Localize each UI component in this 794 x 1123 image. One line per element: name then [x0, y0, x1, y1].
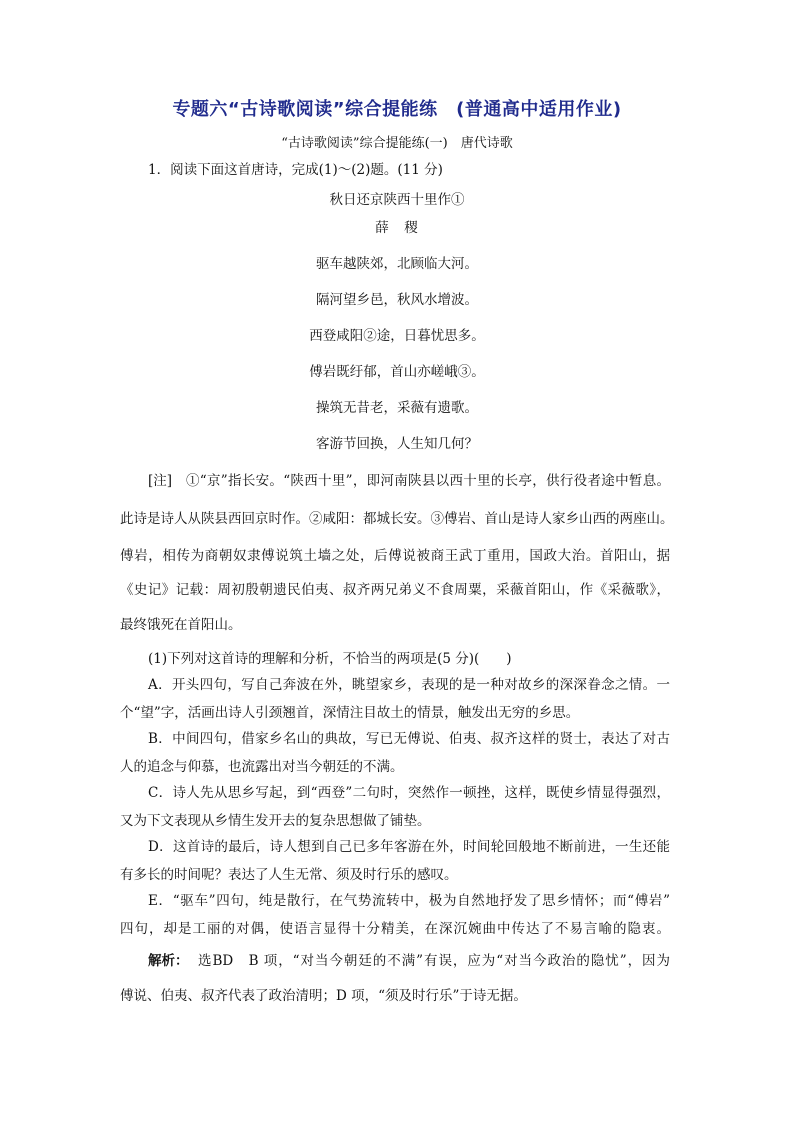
- sub-question-stem: (1)下列对这首诗的理解和分析，不恰当的两项是(5 分)( ): [148, 651, 512, 667]
- page-title: 专题六“古诗歌阅读”综合提能练 (普通高中适用作业): [172, 99, 622, 120]
- option-e: E．“驱车”四句，纯是散行，在气势流转中，极为自然地抒发了思乡情怀；而“傅岩”: [148, 893, 670, 909]
- question-intro: 1．阅读下面这首唐诗，完成(1)～(2)题。(11 分): [148, 162, 443, 178]
- option-c: 又为下文表现从乡情生发开去的复杂思想做了铺垫。: [120, 813, 431, 829]
- option-a: 个“望”字，活画出诗人引颈翘首，深情注目故土的情景，触发出无穷的乡思。: [120, 705, 580, 721]
- option-e: 四句，却是工丽的对偶，使语言显得十分精美，在深沉婉曲中传达了不易言喻的隐衷。: [120, 921, 670, 937]
- option-b: 人的追念与仰慕，也流露出对当今朝廷的不满。: [120, 759, 404, 775]
- poem-line: 隔河望乡邑，秋风水增波。: [316, 292, 478, 308]
- analysis-line: 傅说、伯夷、叔齐代表了政治清明；D 项，“须及时行乐”于诗无据。: [120, 988, 527, 1004]
- analysis-line: 选BD B 项，“对当今朝廷的不满”有误，应为“对当今政治的隐忧”，因为: [198, 953, 670, 969]
- poem-line: 傅岩既纡郁，首山亦嵯峨③。: [309, 364, 485, 380]
- notes-line: 最终饿死在首阳山。: [120, 617, 242, 633]
- poem-line: 驱车越陕郊，北顾临大河。: [316, 256, 478, 272]
- option-b: B．中间四句，借家乡名山的典故，写已无傅说、伯夷、叔齐这样的贤士，表达了对古: [148, 731, 670, 747]
- poem-author: 薛 稷: [375, 220, 419, 236]
- page-subtitle: “古诗歌阅读”综合提能练(一) 唐代诗歌: [281, 136, 513, 151]
- option-d: D．这首诗的最后，诗人想到自己已多年客游在外，时间轮回般地不断前进，一生还能: [148, 839, 670, 855]
- option-a: A．开头四句，写自己奔波在外，眺望家乡，表现的是一种对故乡的深深眷念之情。一: [148, 677, 670, 693]
- notes-line: ①“京”指长安。“陕西十里”，即河南陕县以西十里的长亭，供行役者途中暂息。: [186, 473, 670, 489]
- poem-line: 客游节回换，人生知几何？: [316, 436, 478, 452]
- poem-line: 操筑无昔老，采薇有遗歌。: [316, 400, 478, 416]
- option-c: C．诗人先从思乡写起，到“西登”二句时，突然作一顿挫，这样，既使乡情显得强烈，: [148, 785, 670, 801]
- notes-line: 此诗是诗人从陕县西回京时作。②咸阳：都城长安。③傅岩、首山是诗人家乡山西的两座山。: [120, 511, 674, 527]
- notes-line: 傅岩，相传为商朝奴隶傅说筑土墙之处，后傅说被商王武丁重用，国政大治。首阳山，据: [120, 548, 670, 564]
- notes-line: 《史记》记载：周初殷朝遗民伯夷、叔齐两兄弟义不食周粟，采薇首阳山，作《采薇歌》，: [120, 582, 670, 598]
- option-d: 有多长的时间呢？表达了人生无常、须及时行乐的感叹。: [120, 867, 458, 883]
- analysis-label: 解析：: [148, 953, 189, 969]
- poem-line: 西登咸阳②途，日暮忧思多。: [309, 328, 485, 344]
- poem-title: 秋日还京陕西十里作①: [329, 192, 465, 208]
- notes-label: [注]: [148, 473, 173, 489]
